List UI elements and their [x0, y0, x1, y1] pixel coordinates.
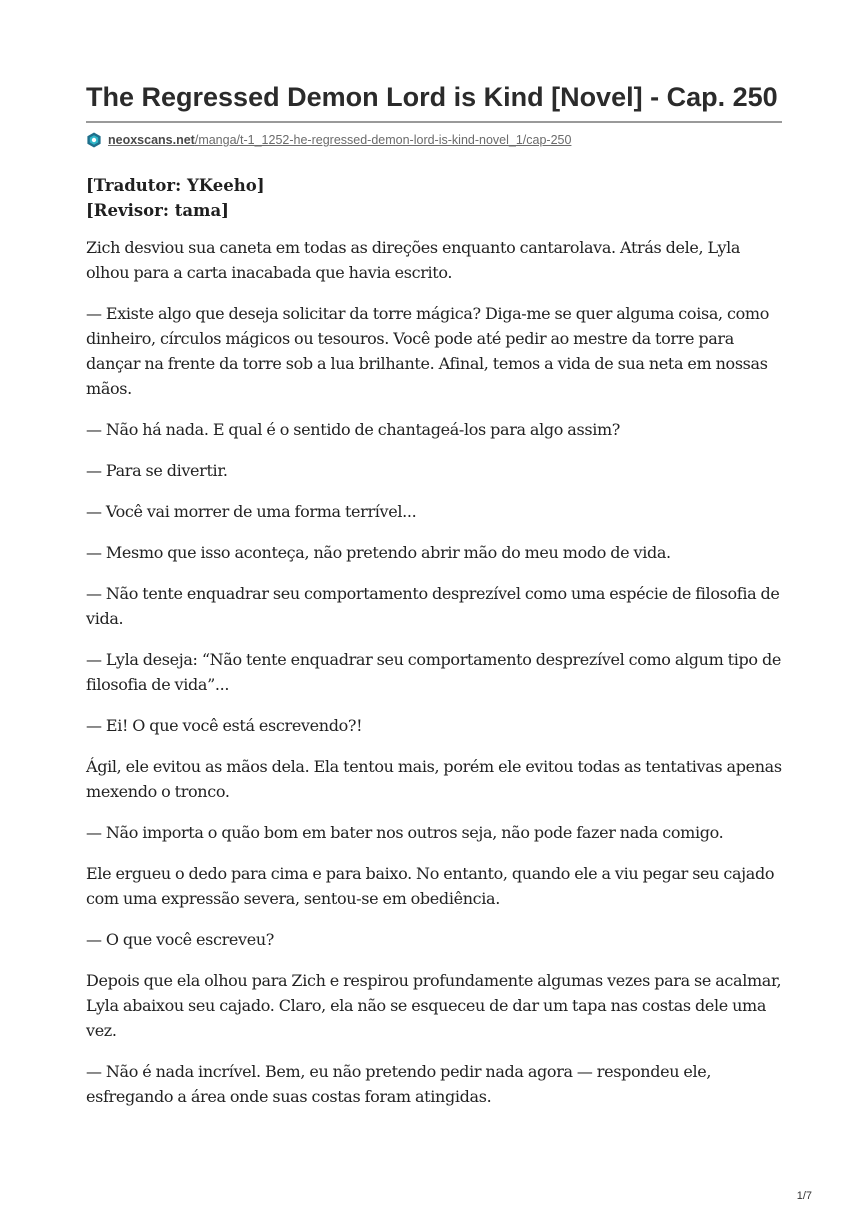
paragraph: Zich desviou sua caneta em todas as direções enquanto cantarolava. Atrás dele, Lyla olhou para a carta inacabada que havia escrito.: [86, 238, 741, 282]
paragraph: — Para se divertir.: [86, 461, 228, 480]
document-page: [86, 80, 782, 1125]
document-title: The Regressed Demon Lord is Kind [Novel] - Cap. 250: [86, 82, 778, 112]
translator-credit: [Tradutor: YKeeho]: [86, 176, 265, 195]
source-line: [86, 126, 782, 154]
paragraph: — Não tente enquadrar seu comportamento desprezível como uma espécie de filosofia de vida.: [86, 584, 780, 628]
paragraph: Ele ergueu o dedo para cima e para baixo. No entanto, quando ele a viu pegar seu cajado com uma expressão severa, sentou-se em obediência.: [86, 864, 775, 908]
paragraph: — Lyla deseja: “Não tente enquadrar seu comportamento desprezível como algum tipo de filosofia de vida”...: [86, 650, 781, 694]
paragraph: — O que você escreveu?: [86, 930, 275, 949]
paragraph: — Existe algo que deseja solicitar da torre mágica? Diga-me se quer alguma coisa, como dinheiro, círculos mágicos ou tesouros. Você pode até pedir ao mestre da torre para dançar na frente da torre sob a lua brilhante. Afinal, temos a vida de sua neta em nossas mãos.: [86, 304, 769, 398]
paragraph: — Ei! O que você está escrevendo?!: [86, 716, 363, 735]
paragraph: Depois que ela olhou para Zich e respirou profundamente algumas vezes para se acalmar, Lyla abaixou seu cajado. Claro, ela não se esqueceu de dar um tapa nas costas dele uma vez.: [86, 971, 782, 1040]
source-domain: neoxscans.net: [108, 133, 195, 147]
site-favicon-icon: [86, 132, 102, 148]
credits-block: [86, 173, 782, 223]
chapter-body: [86, 235, 782, 1109]
source-link[interactable]: [108, 133, 571, 147]
page-number: 1/7: [796, 1190, 812, 1202]
paragraph: — Não é nada incrível. Bem, eu não pretendo pedir nada agora — respondeu ele, esfregando a área onde suas costas foram atingidas.: [86, 1062, 712, 1106]
paragraph: Ágil, ele evitou as mãos dela. Ela tentou mais, porém ele evitou todas as tentativas apenas mexendo o tronco.: [86, 757, 782, 801]
source-path: /manga/t-1_1252-he-regressed-demon-lord-is-kind-novel_1/cap-250: [194, 133, 572, 147]
reviser-credit: [Revisor: tama]: [86, 201, 229, 220]
paragraph: — Não importa o quão bom em bater nos outros seja, não pode fazer nada comigo.: [86, 823, 724, 842]
paragraph: — Não há nada. E qual é o sentido de chantageá-los para algo assim?: [86, 420, 621, 439]
title-divider: [86, 121, 782, 123]
paragraph: — Você vai morrer de uma forma terrível...: [86, 502, 417, 521]
paragraph: — Mesmo que isso aconteça, não pretendo abrir mão do meu modo de vida.: [86, 543, 671, 562]
